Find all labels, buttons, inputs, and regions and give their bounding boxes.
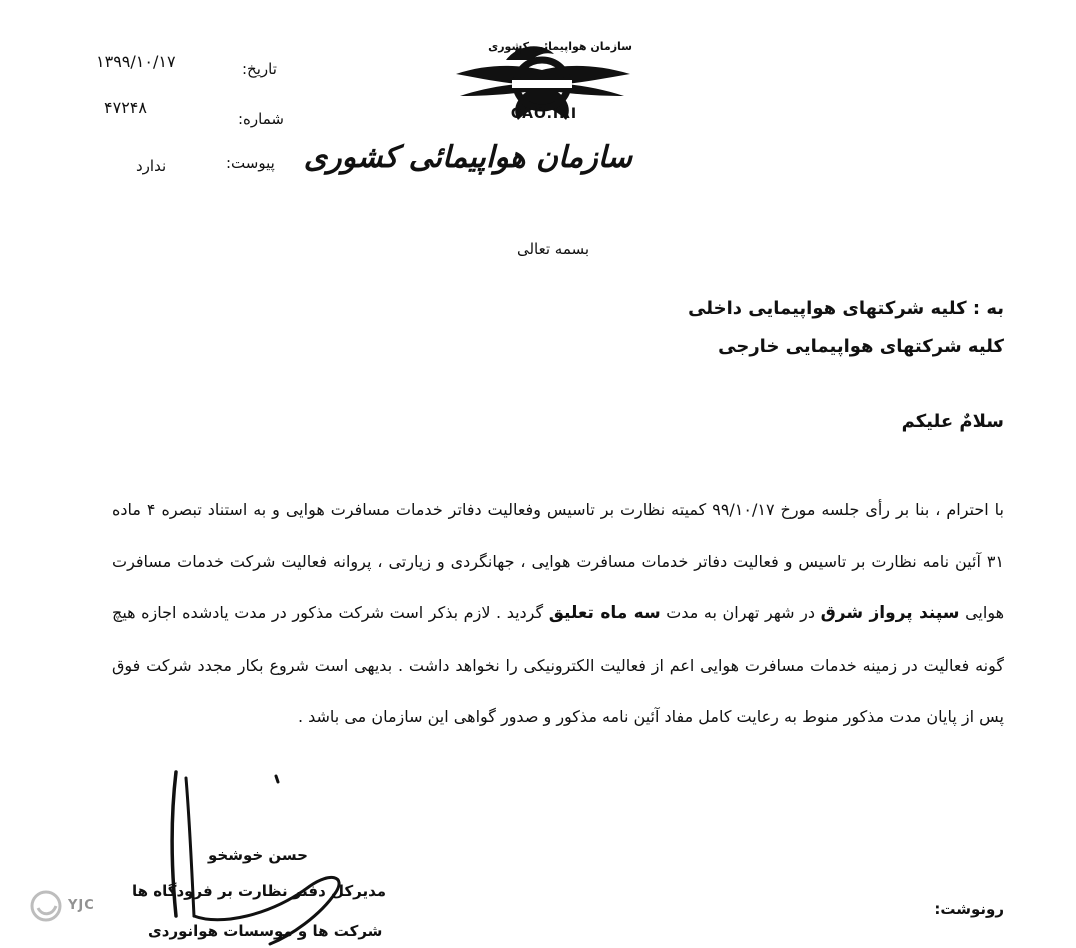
- cc-label: رونوشت:: [934, 900, 1004, 918]
- number-label: شماره:: [238, 110, 284, 128]
- number-value: ۴۷۲۴۸: [104, 98, 147, 117]
- attachment-label: پیوست:: [226, 154, 275, 172]
- suspension-duration: سه ماه تعلیق: [548, 603, 661, 623]
- invocation: بسمه تعالی: [516, 240, 590, 258]
- logo-abbreviation: CAO.IRI: [510, 106, 578, 122]
- signatory-name: حسن خوشخو: [208, 846, 308, 864]
- attachment-value: ندارد: [136, 157, 167, 175]
- body-part-1: با احترام ، بنا بر رأی جلسه مورخ ۹۹/۱۰/۱۷ کمیته نظارت بر تاسیس وفعالیت دفاتر خدمات مسافرت هوایی و به استناد تبصره ۴ ماده ۳۱ آئین نامه نظارت بر تاسیس و فعالیت دفاتر خدمات مسافرت هوایی ، جهانگردی و زیارتی ، پروانه فعالیت شرکت خدمات مسافرت هوایی: [112, 500, 1005, 622]
- date-label: تاریخ:: [242, 60, 277, 78]
- date-value: ۱۳۹۹/۱۰/۱۷: [96, 52, 176, 71]
- logo-small-text: سازمان هواپیمائی کشوری: [488, 40, 632, 53]
- company-name: سپند پرواز شرق: [820, 603, 960, 623]
- body-part-3: گردید . لازم بذکر است شرکت مذکور در مدت یادشده اجازه هیچ گونه فعالیت در زمینه خدمات مسافرت هوایی اعم از فعالیت الکترونیکی را نخواهد داشت . بدیهی است شروع بکار مجدد شرکت فوق پس از پایان مدت مذکور منوط به رعایت کامل مفاد آئین نامه مذکور و صدور گواهی این سازمان می باشد .: [112, 603, 1004, 726]
- letter-body: [112, 484, 1004, 743]
- body-part-2: در شهر تهران به مدت: [666, 603, 816, 622]
- greeting: سلامٌ علیکم: [901, 411, 1004, 432]
- signatory-title-1: مدیرکل دفتر نظارت بر فرودگاه ها: [132, 882, 387, 900]
- signatory-title-2: شرکت ها و موسسات هوانوردی: [148, 922, 383, 940]
- logo-org-name: سازمان هواپیمائی کشوری: [303, 140, 632, 175]
- recipient-line-2: کلیه شرکتهای هواپیمایی خارجی: [718, 336, 1004, 357]
- recipient-line-1: به : کلیه شرکتهای هواپیمایی داخلی: [688, 298, 1004, 319]
- watermark-text: YJC: [68, 898, 95, 913]
